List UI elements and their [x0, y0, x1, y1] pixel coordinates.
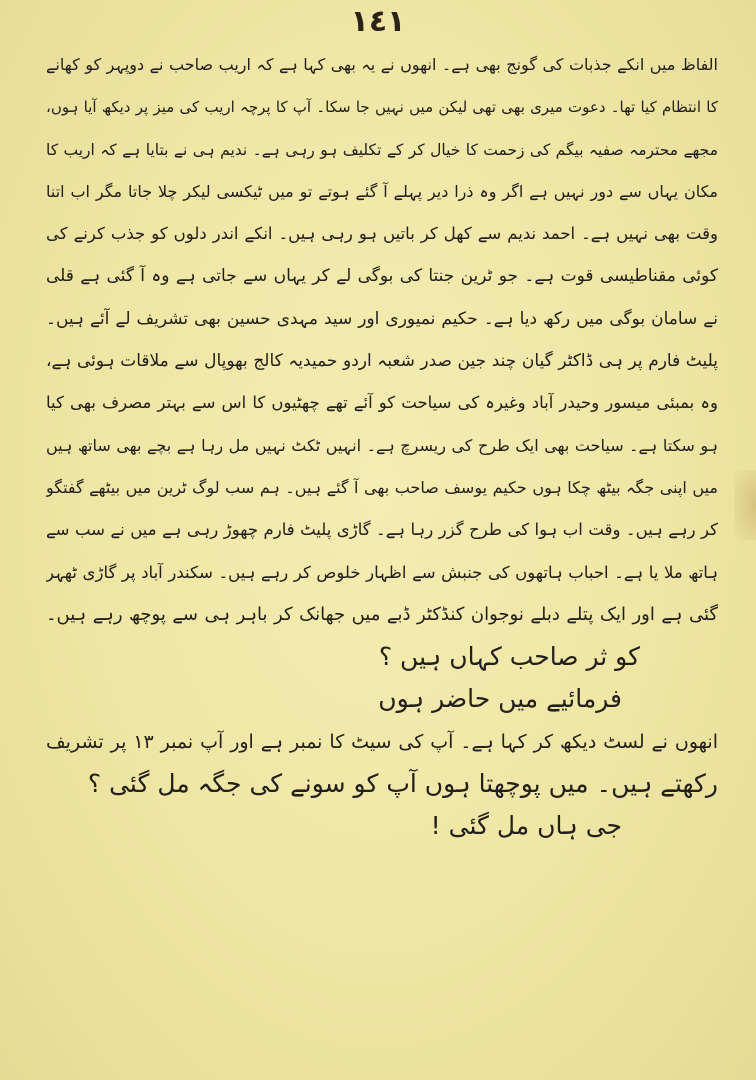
text-line: مجھے محترمہ صفیہ بیگم کی زحمت کا خیال کر کے تکلیف ہو رہی ہے۔ ندیم ہی نے بتایا ہے کہ اریب کا — [46, 140, 718, 159]
text-line: کوئی مقناطیسی قوت ہے۔ جو ٹرین جنتا کی بوگی لے کر یہاں سے جاتی ہے وہ آ گئی ہے قلی — [46, 266, 718, 287]
text-line: رکھتے ہیں۔ میں پوچھتا ہوں آپ کو سونے کی جگہ مل گئی ؟ — [87, 769, 718, 799]
text-line: ہاتھ ملا یا ہے۔ احباب ہاتھوں کی جنبش سے اظہار خلوص کر رہے ہیں۔ سکندر آباد پر گاڑی ٹھہر — [46, 562, 718, 582]
dialogue-line: فرمائیے میں حاضر ہوں — [378, 684, 622, 714]
dialogue-line: جی ہاں مل گئی ! — [430, 811, 622, 841]
dialogue-line: کو ثر صاحب کہاں ہیں ؟ — [378, 642, 640, 672]
page-number: ١٤١ — [350, 4, 406, 39]
body-text — [46, 44, 718, 848]
text-line: مکان یہاں سے دور نہیں ہے اگر وہ ذرا دیر پہلے آ گئے ہوتے تو میں ٹیکسی لیکر چلا جاتا مگر اب اتنا — [46, 181, 718, 201]
text-line: انھوں نے لسٹ دیکھ کر کہا ہے۔ آپ کی سیٹ کا نمبر ہے اور آپ نمبر ۱۳ پر تشریف — [46, 730, 718, 753]
text-line: ہو سکتا ہے۔ سیاحت بھی ایک طرح کی ریسرچ ہے۔ انہیں ٹکٹ نہیں مل رہا ہے بچے بھی ساتھ ہیں — [46, 435, 718, 455]
text-line: پلیٹ فارم پر ہی ڈاکٹر گیان چند جین صدر شعبہ اردو حمیدیہ کالج بھوپال سے ملاقات ہوئی ہے، — [46, 351, 718, 372]
text-line: نے سامان بوگی میں رکھ دیا ہے۔ حکیم نمیوری اور سید مہدی حسین بھی تشریف لے آئے ہیں۔ — [46, 308, 718, 329]
paper-stain — [734, 470, 756, 540]
text-line: میں اپنی جگہ بیٹھ چکا ہوں حکیم یوسف صاحب بھی آ گئے ہیں۔ ہم سب لوگ ٹرین میں بیٹھے گفتگو — [46, 477, 718, 497]
text-line: وہ بمبئی میسور وحیدر آباد وغیرہ کی سیاحت کو آئے تھے چھٹیوں کا اس سے بہتر مصرف بھی کیا — [46, 393, 718, 413]
text-line: کا انتظام کیا تھا۔ دعوت میری بھی تھی لیکن میں نہیں جا سکا۔ آپ کا پرچہ اریب کی میز پر دیکھ آیا ہوں، — [46, 98, 718, 117]
text-line: وقت بھی نہیں ہے۔ احمد ندیم سے کھل کر باتیں ہو رہی ہیں۔ انکے اندر دلوں کو جذب کرنے کی — [46, 224, 718, 244]
text-line: الفاظ میں انکے جذبات کی گونج بھی ہے۔ انھوں نے یہ بھی کہا ہے کہ اریب صاحب نے دوپہر کو کھانے — [46, 55, 718, 74]
text-line: گئی ہے اور ایک پتلے دبلے نوجوان کنڈکٹر ڈبے میں جھانک کر باہر ہی سے پوچھ رہے ہیں۔ — [46, 603, 718, 625]
text-line: کر رہے ہیں۔ وقت اب ہوا کی طرح گزر رہا ہے۔ گاڑی پلیٹ فارم چھوڑ رہی ہے میں نے سب سے — [46, 520, 718, 540]
